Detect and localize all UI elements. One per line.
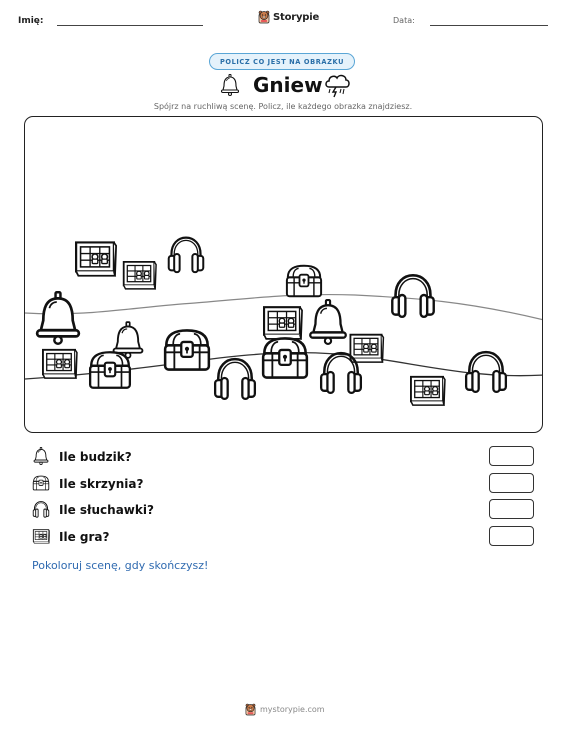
question-row (30, 525, 540, 552)
scene-treasure-chest (287, 266, 321, 297)
coloring-prompt: Pokoloruj scenę, gdy skończysz! (32, 559, 209, 572)
date-label: Data: (393, 16, 415, 25)
activity-type-badge: POLICZ CO JEST NA OBRAZKU (209, 53, 355, 70)
scene-headphones (321, 353, 361, 393)
page-title: Gniew (253, 73, 323, 97)
scene-board-game (350, 335, 383, 363)
scene-treasure-chest (263, 338, 307, 377)
treasure-chest-icon (32, 474, 50, 492)
scene-headphones (215, 359, 255, 399)
question-label: Ile skrzynia? (59, 476, 144, 491)
scene-board-game (43, 350, 77, 378)
question-row (30, 498, 540, 525)
answer-box[interactable] (489, 526, 534, 546)
question-label: Ile budzik? (59, 450, 132, 464)
scene-headphones (466, 352, 506, 392)
scene-bell (37, 292, 79, 344)
answer-box[interactable] (489, 499, 534, 519)
storypie-bear-icon (245, 703, 256, 716)
scene-board-game (411, 377, 445, 405)
scene-board-game (76, 242, 116, 275)
question-label: Ile gra? (59, 529, 110, 544)
board-game-icon (32, 527, 50, 545)
bell-icon (32, 447, 50, 465)
scene-treasure-chest (90, 352, 130, 388)
scene-drawing (25, 117, 543, 433)
headphones-icon (32, 500, 50, 518)
scene-headphones (169, 238, 204, 273)
answer-box[interactable] (489, 446, 534, 466)
question-row (30, 445, 540, 472)
counting-scene (24, 116, 543, 433)
page-footer (245, 703, 325, 716)
question-label: Ile słuchawki? (59, 503, 154, 517)
question-row (30, 472, 540, 499)
title-row (215, 72, 355, 100)
storm-cloud-icon (323, 72, 351, 98)
answer-box[interactable] (489, 473, 534, 493)
question-list (30, 445, 540, 551)
footer-site: mystorypie.com (260, 705, 325, 714)
brand-logo (258, 10, 319, 24)
bell-icon (219, 74, 241, 96)
date-field[interactable] (430, 25, 548, 26)
name-label: Imię: (18, 16, 44, 26)
scene-headphones (392, 275, 433, 316)
scene-treasure-chest (165, 330, 209, 369)
scene-bell (310, 300, 346, 344)
name-field[interactable] (57, 25, 203, 26)
storypie-bear-icon (258, 10, 270, 24)
page-header (0, 0, 566, 40)
scene-board-game (264, 307, 302, 339)
brand-name: Storypie (273, 11, 320, 23)
scene-board-game (124, 262, 156, 289)
instructions: Spójrz na ruchliwą scenę. Policz, ile każdego obrazka znajdziesz. (153, 102, 413, 111)
